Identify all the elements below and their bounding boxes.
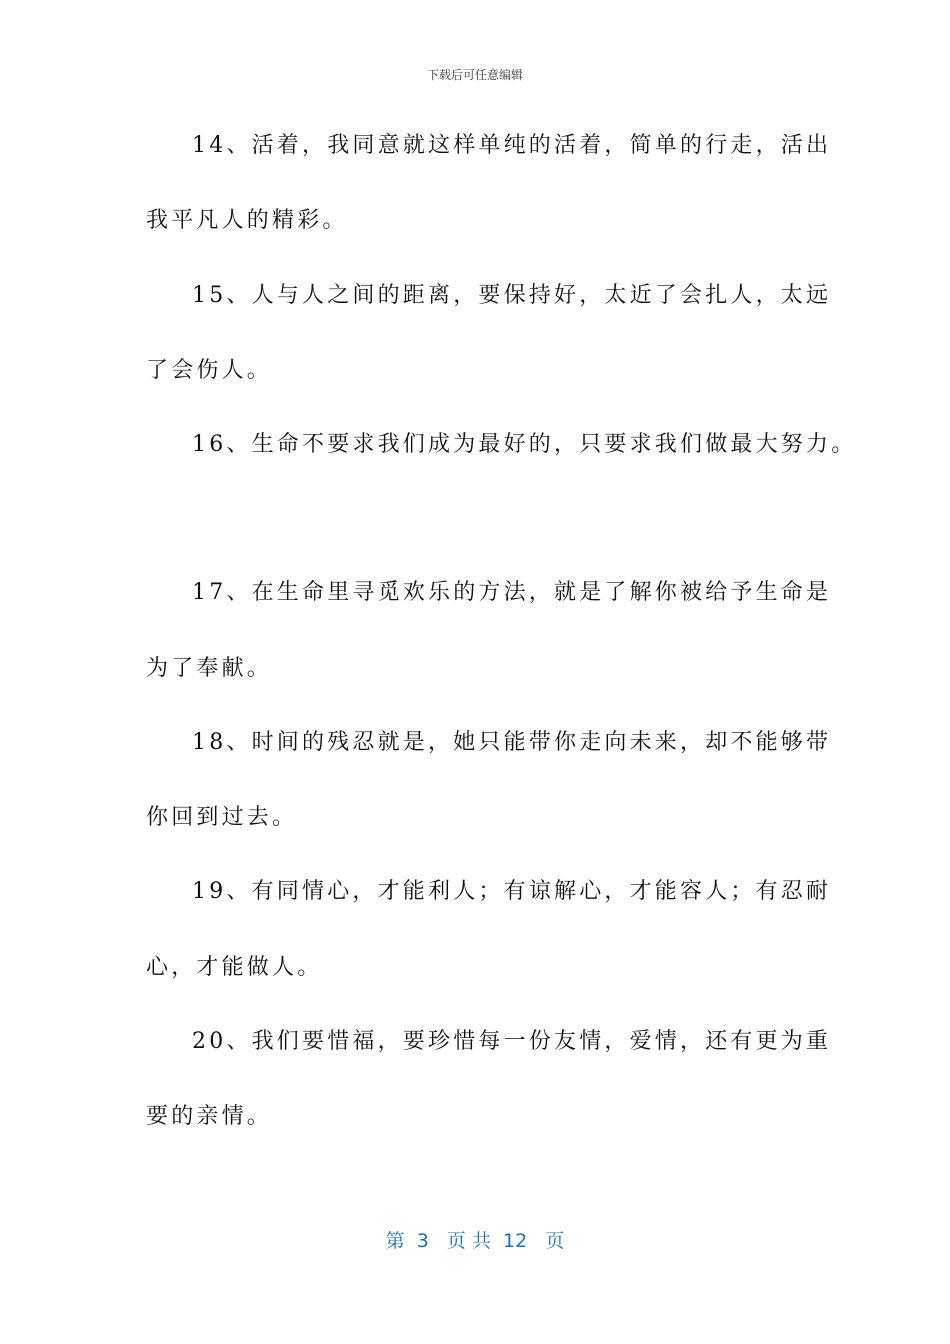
item-15-line-1: 15、人与人之间的距离，要保持好，太近了会扎人，太远 — [192, 283, 832, 308]
item-17-line-1: 17、在生命里寻觅欢乐的方法，就是了解你被给予生命是 — [192, 580, 832, 605]
item-20-line-1: 20、我们要惜福，要珍惜每一份友情，爱情，还有更为重 — [192, 1029, 832, 1054]
item-15-line-2: 了会伤人。 — [146, 358, 273, 383]
page-footer: 第 3 页 共 12 页 — [385, 1230, 565, 1252]
item-19-line-1: 19、有同情心，才能利人；有谅解心，才能容人；有忍耐 — [192, 879, 832, 904]
item-18-line-2: 你回到过去。 — [146, 805, 298, 830]
item-20-line-2: 要的亲情。 — [146, 1104, 273, 1129]
item-17-line-2: 为了奉献。 — [146, 656, 273, 681]
item-14-line-2: 我平凡人的精彩。 — [146, 208, 348, 233]
item-18-line-1: 18、时间的残忍就是，她只能带你走向未来，却不能够带 — [192, 730, 832, 755]
page-header: 下载后可任意编辑 — [426, 68, 523, 82]
item-14-line-1: 14、活着，我同意就这样单纯的活着，简单的行走，活出 — [192, 133, 832, 158]
item-16-line-1: 16、生命不要求我们成为最好的，只要求我们做最大努力。 — [192, 432, 857, 457]
item-19-line-2: 心，才能做人。 — [146, 955, 323, 980]
